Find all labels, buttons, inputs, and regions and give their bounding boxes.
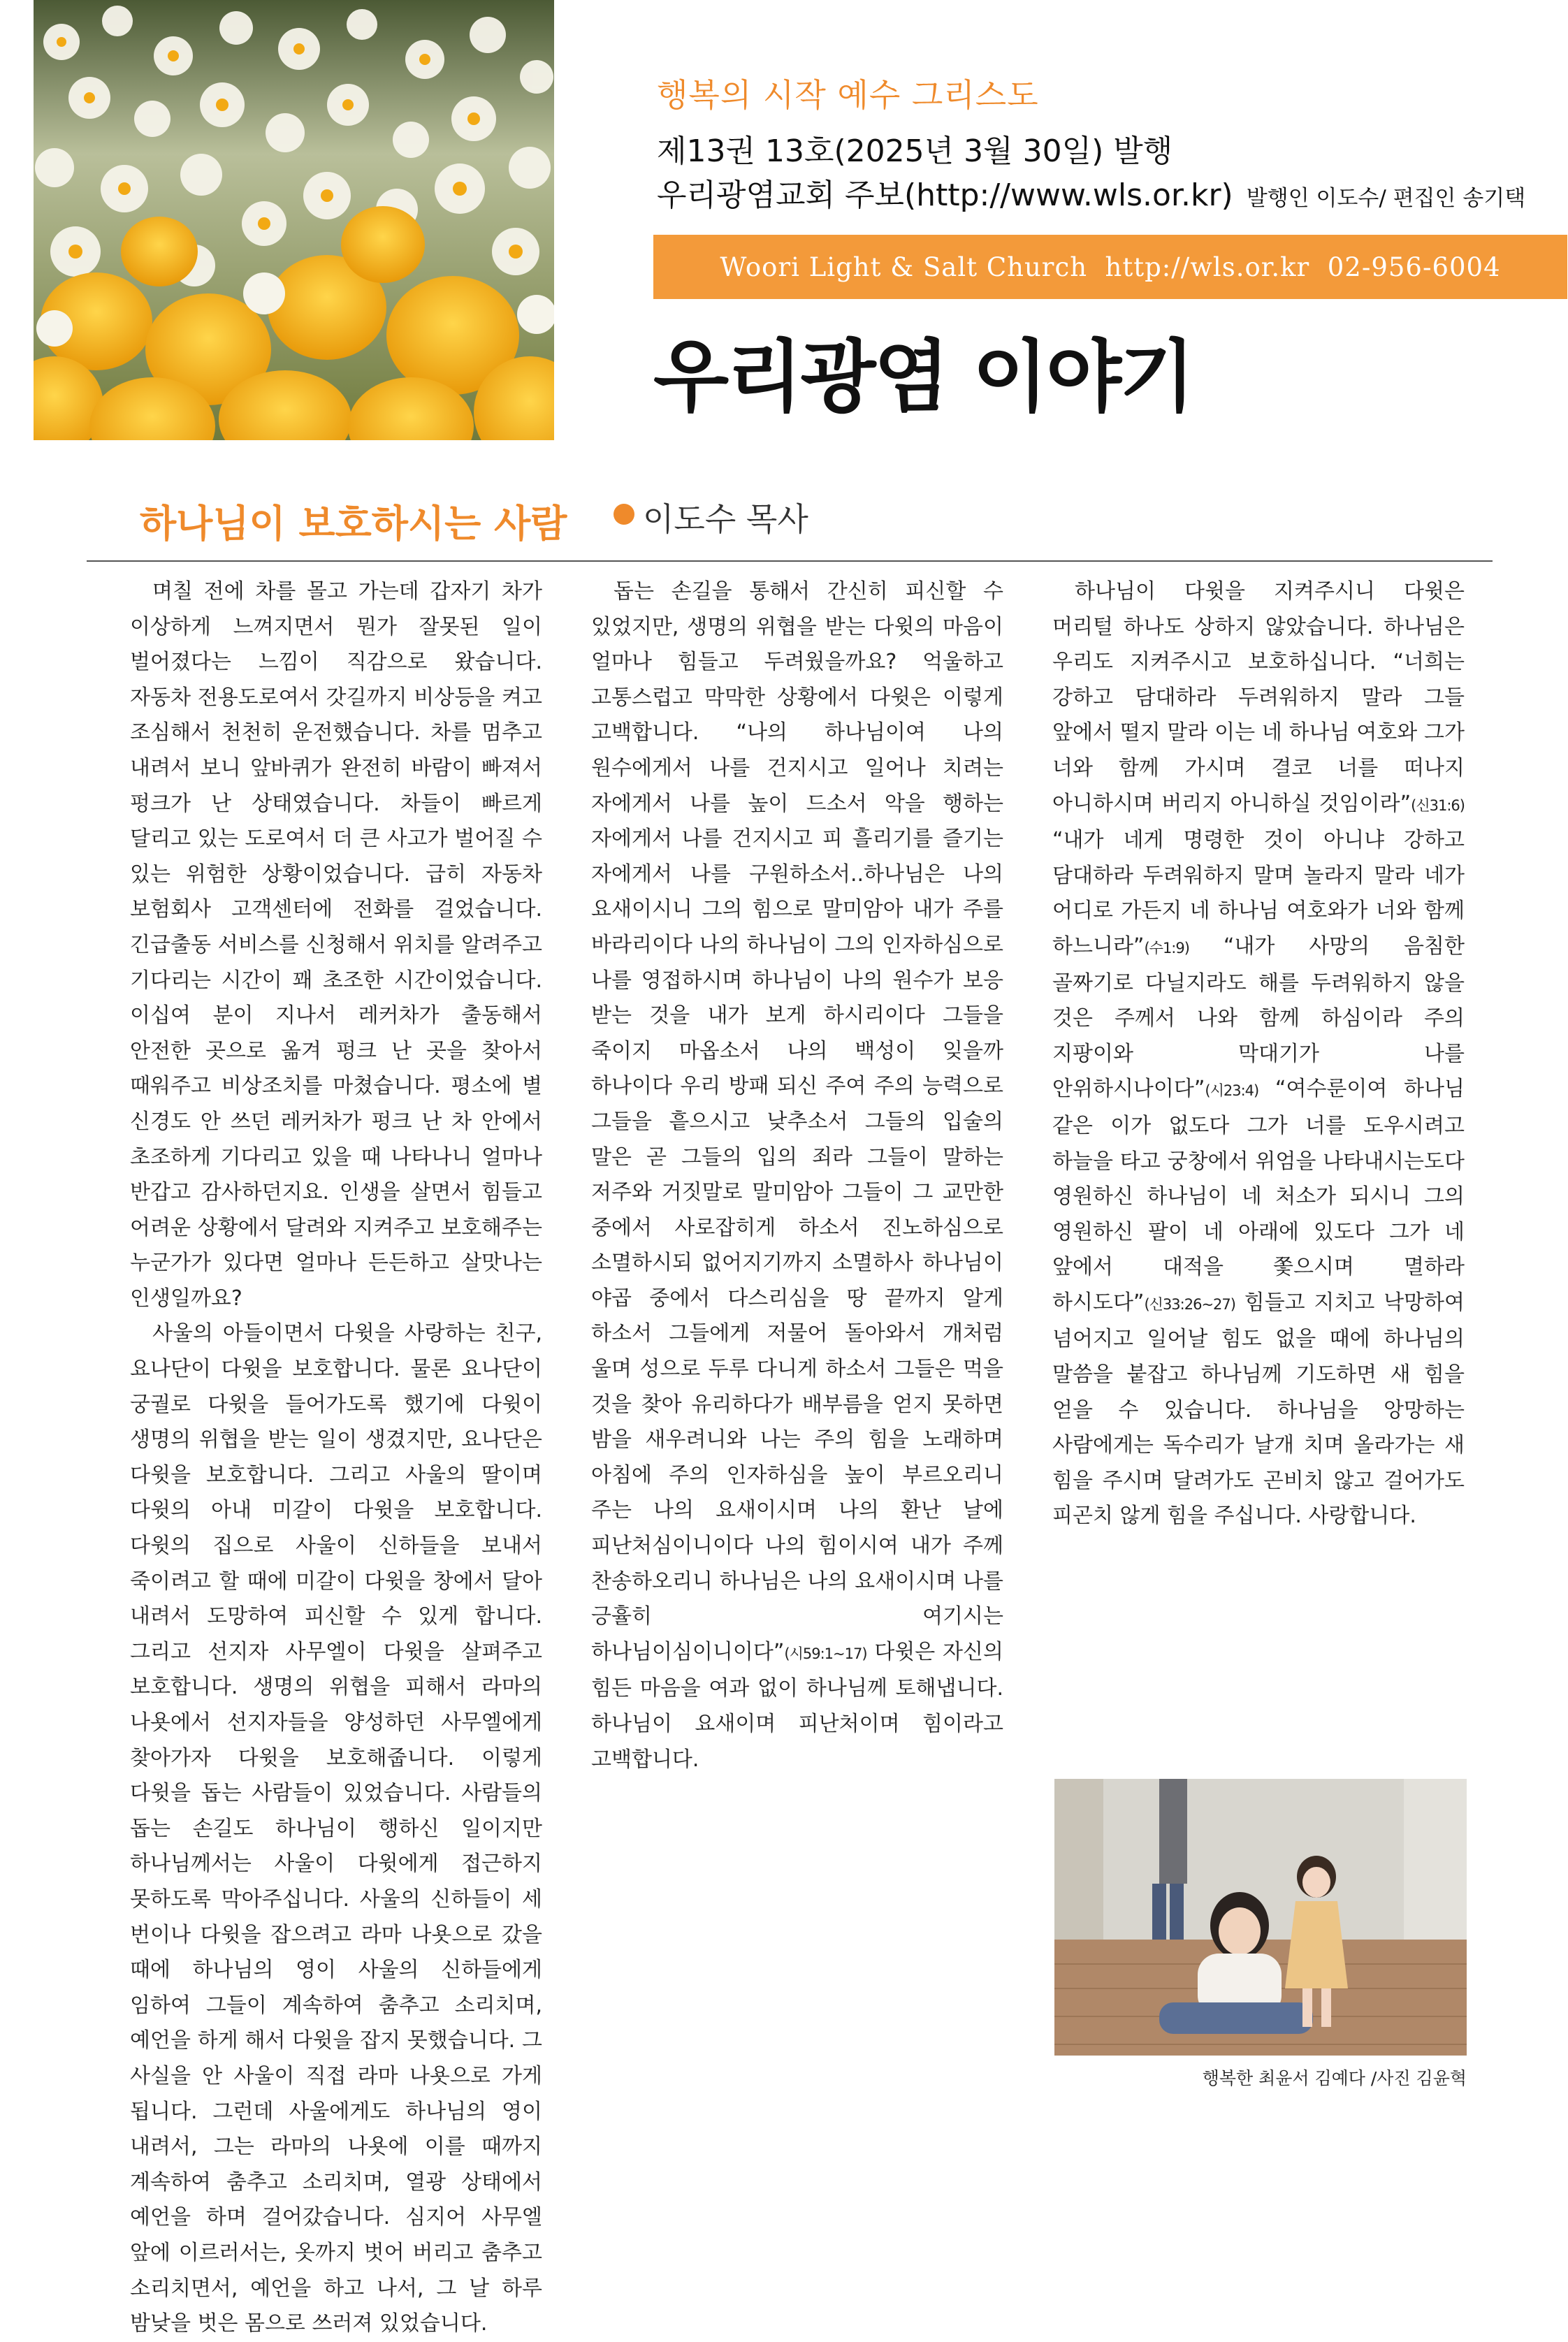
- paragraph-3-text: 돕는 손길을 통해서 간신히 피신할 수 있었지만, 생명의 위협을 받는 다윗의 마음이 얼마나 힘들고 두려웠을까요? 억울하고 고통스럽고 막막한 상황에서 다윗은 이렇게 고백합니다. “나의 하나님이여 나의 원수에게서 나를 건지시고 일어나 치려는 자에게서 나를 높이 드소서 악을 행하는 자에게서 나를 건지시고 피 흘리기를 즐기는 자에게서 나를 구원하소서..하나님은 나의 요새이시니 그의 힘으로 말미암아 내가 주를 바라리이다 나의 하나님이 그의 인자하심으로 나를 영접하시며 하나님이 나의 원수가 보응 받는 것을 내가 보게 하시리이다 그들을 죽이지 마옵소서 나의 백성이 잊을까 하나이다 우리 방패 되신 주여 주의 능력으로 그들을 흩으시고 낮추소서 그들의 입술의 말은 곧 그들의 입의 죄라 그들이 말하는 저주와 거짓말로 말미암아 그들이 그 교만한 중에서 사로잡히게 하소서 진노하심으로 소멸하시되 없어지기까지 소멸하사 하나님이 야곱 중에서 다스리심을 땅 끝까지 알게 하소서 그들에게 저물어 돌아와서 개처럼 울며 성으로 두루 다니게 하소서 그들은 먹을 것을 찾아 유리하다가 배부름을 얻지 못하면 밤을 새우려니와 나는 주의 힘을 노래하며 아침에 주의 인자하심을 높이 부르오리니 주는 나의 요새이시며 나의 환난 날에 피난처심이니이다 나의 힘이시여 내가 주께 찬송하오리니 하나님은 나의 요새이시며 나를 긍휼히 여기시는 하나님이심이니이다”: [591, 579, 1003, 1664]
- paragraph-4-text-a: 하나님이 다윗을 지켜주시니 다윗은 머리털 하나도 상하지 않았습니다. 하나님은 우리도 지켜주시고 보호하십니다. “너희는 강하고 담대하라 두려워하지 말라 그들 앞에서 떨지 말라 이는 네 하나님 여호와 그가 너와 함께 가시며 결코 너를 떠나지 아니하시며 버리지 아니하실 것임이라”: [1052, 579, 1465, 816]
- bulletin-row: [657, 170, 1525, 214]
- paragraph-2-start: [130, 1316, 542, 2341]
- bulletin-name: 우리광염교회 주보(http://www.wls.or.kr): [657, 177, 1233, 213]
- newsletter-title: 우리광염 이야기: [653, 332, 1193, 423]
- article-author: 이도수 목사: [643, 500, 808, 538]
- scripture-ref-4: (시23:4): [1205, 1082, 1259, 1100]
- paragraph-2-text: 사울의 아들이면서 다윗을 사랑하는 친구, 요나단이 다윗을 보호합니다. 물론 요나단이 궁궐로 다윗을 들어가도록 했기에 다윗이 생명의 위협을 받는 일이 생겼지만, 요나단은 다윗을 보호합니다. 그리고 사울의 딸이며 다윗의 아내 미갈이 다윗을 보호합니다. 다윗의 집으로 사울이 신하들을 보내서 죽이려고 할 때에 미갈이 다윗을 창에서 달아 내려서 도망하여 피신할 수 있게 합니다. 그리고 선지자 사무엘이 다윗을 살펴주고 보호합니다. 생명의 위협을 피해서 라마의 나욧에서 선지자들을 양성하던 사무엘에게 찾아가자 다윗을 보호해줍니다. 이렇게 다윗을 돕는 사람들이 있었습니다. 사람들의 돕는 손길도 하나님이 행하신 일이지만 하나님께서는 사울이 다윗에게 접근하지 못하도록 막아주십니다. 사울의 신하들이 세 번이나 다윗을 잡으려고 라마 나욧으로 갔을 때에 하나님의 영이 사울의 신하들에게 임하여 그들이 계속하여 춤추고 소리치며, 예언을 하게 해서 다윗을 잡지 못했습니다. 그 사실을 안 사울이 직접 라마 나욧으로 가게 됩니다. 그런데 사울에게도 하나님의 영이 내려서, 그는 라마의 나욧에 이를 때까지 계속하여 춤추고 소리치며, 열광 상태에서 예언을 하며 걸어갔습니다. 심지어 사무엘 앞에 이르러서는, 옷까지 벗어 버리고 춤추고 소리치면서, 예언을 하고 나서, 그 날 하루 밤낮을 벗은 몸으로 쓰러져 있었습니다.: [130, 1321, 542, 2336]
- publisher-editor: 발행인 이도수/ 편집인 송기택: [1246, 186, 1526, 211]
- contact-banner: [653, 235, 1567, 299]
- paragraph-1: 며칠 전에 차를 몰고 가는데 갑자기 차가 이상하게 느껴지면서 뭔가 잘못된 일이 벌어졌다는 느낌이 직감으로 왔습니다. 자동차 전용도로여서 갓길까지 비상등을 켜고 조심해서 천천히 운전했습니다. 차를 멈추고 내려서 보니 앞바퀴가 완전히 바람이 빠져서 펑크가 난 상태였습니다. 차들이 빠르게 달리고 있는 도로여서 더 큰 사고가 벌어질 수 있는 위험한 상황이었습니다. 급히 자동차 보험회사 고객센터에 전화를 걸었습니다. 긴급출동 서비스를 신청해서 위치를 알려주고 기다리는 시간이 꽤 초조한 시간이었습니다. 이십여 분이 지나서 레커차가 출동해서 안전한 곳으로 옮겨 펑크 난 곳을 찾아서 때워주고 비상조치를 마쳤습니다. 평소에 별 신경도 안 쓰던 레커차가 펑크 난 차 안에서 초조하게 기다리고 있을 때 나타나니 얼마나 반갑고 감사하던지요. 인생을 살면서 힘들고 어려운 상황에서 달려와 지켜주고 보호해주는 누군가가 있다면 얼마나 든든하고 살맛나는 인생일까요?: [130, 579, 542, 1311]
- issue-info: 제13권 13호(2025년 3월 30일) 발행: [657, 133, 1173, 169]
- scripture-ref-2: (신31:6): [1411, 797, 1465, 814]
- divider: [87, 560, 1493, 562]
- article-column-2: [591, 574, 1003, 1777]
- photo-caption: 행복한 최윤서 김예다 /사진 김윤혁: [1202, 2068, 1467, 2088]
- paragraph-3-end: 다윗은 자신의 힘든 마음을 여과 없이 하나님께 토해냅니다. 하나님이 요새이며 피난처이며 힘이라고 고백합니다.: [591, 1639, 1003, 1772]
- article-title: 하나님이 보호하시는 사람: [140, 502, 567, 546]
- header-flower-photo: [34, 0, 554, 440]
- author-bullet-icon: [614, 504, 634, 525]
- family-photo: [1054, 1779, 1467, 2056]
- paragraph-4: [1052, 574, 1465, 1534]
- scripture-ref-1: (시59:1~17): [784, 1645, 867, 1662]
- slogan: 행복의 시작 예수 그리스도: [657, 76, 1039, 114]
- scripture-ref-5: (신33:26~27): [1144, 1295, 1235, 1313]
- scripture-ref-3: (수1:9): [1144, 939, 1189, 957]
- article-column-3: [1052, 574, 1465, 1534]
- paragraph-3: [591, 574, 1003, 1777]
- contact-banner-text: Woori Light & Salt Church http://wls.or.kr 02-956-6004: [720, 252, 1501, 282]
- paragraph-4-text-b: “내가 네게 명령한 것이 아니냐 강하고 담대하라 두려워하지 말며 놀라지 말라 네가 어디로 가든지 네 하나님 여호와가 너와 함께 하느니라”: [1052, 828, 1465, 959]
- paragraph-4-text-e: 힘들고 지치고 낙망하여 넘어지고 일어날 힘도 없을 때에 하나님의 말씀을 붙잡고 하나님께 기도하면 새 힘을 얻을 수 있습니다. 하나님을 앙망하는 사람에게는 독수리가 날개 치며 올라가는 새 힘을 주시며 달려가도 곤비치 않고 걸어가도 피곤치 않게 힘을 주십니다. 사랑합니다.: [1052, 1290, 1465, 1529]
- article-column-1: [130, 574, 542, 2342]
- paragraph-4-text-c: “내가 사망의 음침한 골짜기로 다닐지라도 해를 두려워하지 않을 것은 주께서 나와 함께 하심이라 주의 지팡이와 막대기가 나를 안위하시나이다”: [1052, 933, 1465, 1102]
- paragraph-4-text-d: “여수룬이여 하나님 같은 이가 없도다 그가 너를 도우시려고 하늘을 타고 궁창에서 위엄을 나타내시는도다 영원하신 하나님이 네 처소가 되시니 그의 영원하신 팔이 네 아래에 있도다 그가 네 앞에서 대적을 쫓으시며 멸하라 하시도다”: [1052, 1077, 1465, 1315]
